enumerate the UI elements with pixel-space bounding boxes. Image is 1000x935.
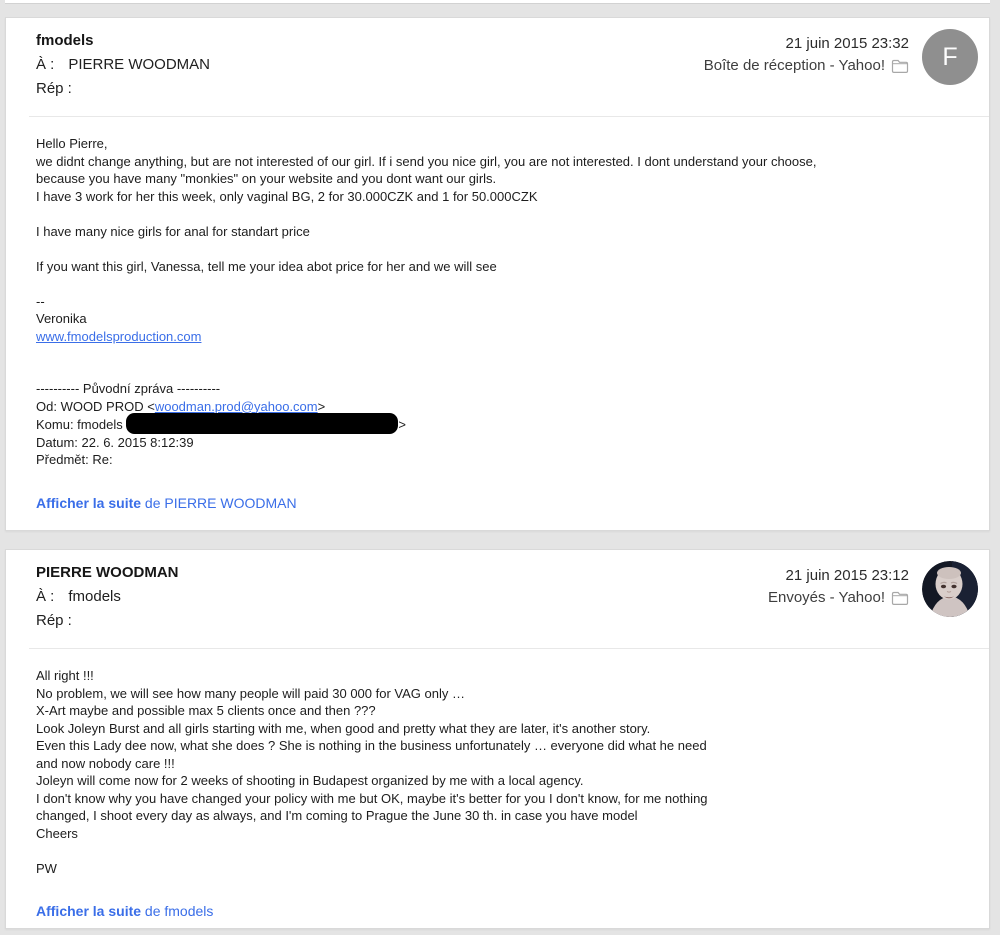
show-more-rest[interactable]: de PIERRE WOODMAN: [141, 494, 297, 511]
body-line: X-Art maybe and possible max 5 clients once and then ???: [36, 703, 376, 718]
email-body: [6, 117, 989, 469]
avatar-initial: F: [922, 29, 978, 85]
body-line: No problem, we will see how many people will paid 30 000 for VAG only …: [36, 685, 465, 701]
email-body: [6, 649, 989, 877]
email-header: [6, 550, 989, 633]
body-line: because you have many "monkies" on your website and you dont want our girls.: [36, 171, 497, 186]
email-header-left: [36, 29, 210, 101]
show-more-link[interactable]: [36, 903, 989, 919]
folder-line: [704, 55, 909, 77]
website-link[interactable]: www.fmodelsproduction.com: [36, 328, 202, 344]
body-line: [36, 240, 959, 258]
body-paragraphs: [36, 135, 959, 328]
email-meta: [768, 561, 909, 609]
body-line: changed, I shoot every day as always, and I'm coming to Prague the June 30 th. in case you have model: [36, 808, 638, 823]
show-more-bold[interactable]: Afficher la suite: [36, 903, 142, 919]
to-line: [36, 585, 179, 609]
to-label: À :: [36, 588, 55, 605]
body-line: If you want this girl, Vanessa, tell me your idea abot price for her and we will see: [36, 258, 497, 274]
body-line: PW: [36, 860, 57, 876]
email-card-fmodels: [5, 17, 990, 531]
quoted-from-suffix: >: [317, 398, 326, 414]
body-line: we didnt change anything, but are not interested of our girl. If i send you nice girl, you are not interested. I dont understand your choose,: [36, 153, 817, 169]
quoted-subject-line: Předmět: Re:: [36, 452, 113, 467]
body-line: I have 3 work for her this week, only vaginal BG, 2 for 30.000CZK and 1 for 50.000CZK: [36, 188, 538, 204]
to-value: fmodels: [68, 588, 121, 605]
body-paragraphs: [36, 667, 959, 877]
quoted-to-prefix: Komu: fmodels: [36, 417, 127, 432]
redaction-block: [126, 415, 398, 432]
body-line: All right !!!: [36, 668, 94, 683]
body-line: Cheers: [36, 825, 78, 841]
to-line: [36, 53, 210, 77]
email-header: [6, 18, 989, 101]
body-line: [36, 205, 959, 223]
body-line: Veronika: [36, 311, 87, 326]
body-line: Hello Pierre,: [36, 136, 108, 151]
quoted-from-prefix: Od: WOOD PROD <: [36, 398, 155, 414]
body-line: I don't know why you have changed your policy with me but OK, maybe it's better for you I don't know, for me nothing: [36, 790, 708, 806]
reply-line: [36, 77, 210, 101]
quoted-to-suffix: >: [398, 417, 406, 432]
show-more-rest[interactable]: de fmodels: [141, 903, 214, 919]
body-line: Joleyn will come now for 2 weeks of shooting in Budapest organized by me with a local agency.: [36, 773, 584, 788]
signature-link-line: [36, 328, 959, 346]
reply-label: Rép :: [36, 80, 72, 97]
avatar-photo: [922, 561, 978, 617]
reply-line: [36, 609, 179, 633]
folder-icon: [891, 59, 909, 73]
body-line: I have many nice girls for anal for standart price: [36, 223, 310, 239]
email-date: 21 juin 2015 23:32: [785, 35, 909, 52]
email-header-left: [36, 561, 179, 633]
quoted-from-line: [36, 398, 959, 416]
folder-icon: [891, 591, 909, 605]
to-value: PIERRE WOODMAN: [68, 56, 211, 73]
body-line: Look Joleyn Burst and all girls starting with me, when good and pretty what they are later, it's another story.: [36, 720, 651, 736]
email-meta: [704, 29, 909, 77]
email-header-right: [768, 561, 978, 617]
quoted-to-line: [36, 415, 959, 434]
sender-name: PIERRE WOODMAN: [36, 564, 179, 581]
body-line: [36, 275, 959, 293]
folder-label: Boîte de réception - Yahoo!: [703, 57, 885, 74]
quoted-header: ---------- Původní zpráva ----------: [36, 381, 221, 396]
email-date: 21 juin 2015 23:12: [785, 567, 909, 584]
reply-label: Rép :: [36, 612, 72, 629]
email-address-link[interactable]: woodman.prod@yahoo.com: [154, 398, 318, 414]
quoted-date-line: Datum: 22. 6. 2015 8:12:39: [36, 434, 194, 450]
show-more-link[interactable]: [36, 495, 989, 511]
body-line: [36, 842, 959, 860]
body-line: --: [36, 293, 45, 309]
previous-card-edge: [5, 0, 990, 4]
quoted-message: [36, 380, 959, 469]
to-label: À :: [36, 56, 55, 73]
folder-label: Envoyés - Yahoo!: [767, 589, 885, 606]
folder-line: [768, 587, 909, 609]
sender-name: fmodels: [36, 32, 94, 49]
email-card-pierre-woodman: [5, 549, 990, 929]
blank-lines: [36, 345, 959, 380]
body-line: and now nobody care !!!: [36, 755, 175, 771]
show-more-bold[interactable]: Afficher la suite: [36, 494, 142, 511]
email-header-right: [704, 29, 978, 85]
body-line: Even this Lady dee now, what she does ? She is nothing in the business unfortunately … everyone did what he need: [36, 738, 707, 753]
